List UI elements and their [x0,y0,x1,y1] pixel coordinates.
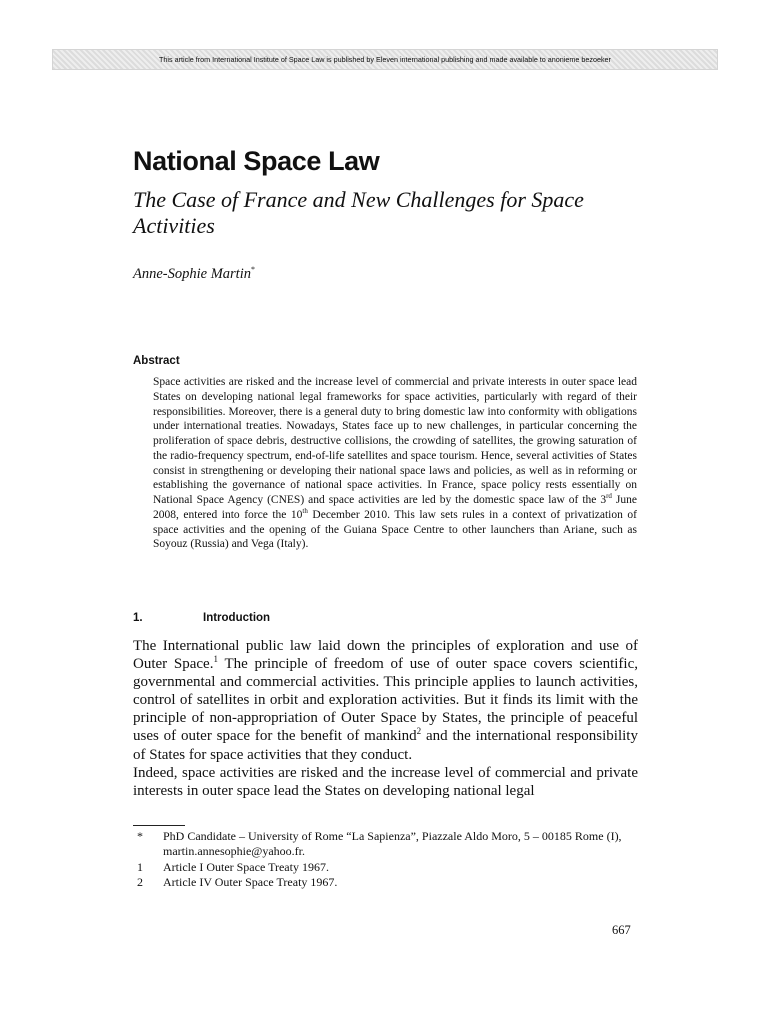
ordinal-superscript: th [302,506,308,515]
section-heading [133,612,270,624]
abstract-heading: Abstract [133,355,180,367]
footnote-item [137,860,642,875]
footnote-mark: 2 [137,874,143,889]
section-title: Introduction [203,612,271,624]
footnote-separator [133,825,185,826]
abstract-text-part: December 2010. This law sets rules in a context of privatization of space activities and the opening of the Guiana Space Centre to other launchers than Ariane, such as Soyouz (Russia) and Vega (Italy). [153,508,637,551]
footnotes [137,829,642,890]
author-line [133,265,255,283]
abstract-text [153,375,637,552]
footnote-ref-2[interactable]: 2 [416,726,422,737]
footnote-ref-1[interactable]: 1 [213,654,218,665]
footnote-text: PhD Candidate – University of Rome “La Sapienza”, Piazzale Aldo Moro, 5 – 00185 Rome (I), martin.annesophie@yahoo.fr. [163,829,622,859]
section-number: 1. [133,612,143,624]
abstract-text-part: June 2008, entered into force the 10 [153,494,637,521]
footnote-text: Article IV Outer Space Treaty 1967. [163,874,338,889]
access-banner: This article from International Institute of Space Law is published by Eleven international publishing and made available to anonieme bezoeker [52,49,718,70]
body-text-part: The International public law laid down the principles of exploration and use of Outer Space. [133,638,638,673]
footnote-text: Article I Outer Space Treaty 1967. [163,859,329,874]
ordinal-superscript: rd [606,492,612,500]
body-paragraph: Indeed, space activities are risked and the increase level of commercial and private interests in outer space lead the States on developing national legal [133,764,638,799]
article-title: National Space Law [133,146,380,176]
author-name: Anne-Sophie Martin [133,266,251,282]
body-text-part: and the international responsibility of States for space activities that they conduct. [133,728,638,763]
author-footnote-marker[interactable]: * [251,265,255,274]
footnote-mark: 1 [137,859,143,874]
article-subtitle: The Case of France and New Challenges for Space Activities [133,187,584,238]
abstract-text-part: Space activities are risked and the increase level of commercial and private interests in outer space lead States on developing national legal frameworks for space activities, particularly with regard of their responsibilities. Moreover, there is a general duty to bring domestic law into conformity with obligations under international treaties. Nowadays, States face up to new challenges, in particular concerning the proliferation of space debris, destructive collisions, the crowding of satellites, the growing saturation of the radio-frequency spectrum, end-of-life satellites and space tourism. Hence, several activities of States consist in strengthening or developing their national space laws and policies, as well as in reforming or establishing the governance of national space activities. In France, space policy rests essentially on National Space Agency (CNES) and space activities are led by the domestic space law of the 3 [153,376,637,506]
body-text [133,637,638,800]
footnote-item [137,829,642,860]
footnote-mark: * [137,829,143,843]
body-text-part: The principle of freedom of use of outer space covers scientific, governmental and commercial activities. This principle applies to launch activities, control of satellites in orbit and exploration activities. But it finds its limit with the principle of non-appropriation of Outer Space by States, the principle of peaceful uses of outer space for the benefit of mankind [133,656,638,745]
body-paragraph [133,637,638,764]
page-number: 667 [612,923,631,937]
footnote-item [137,875,642,890]
